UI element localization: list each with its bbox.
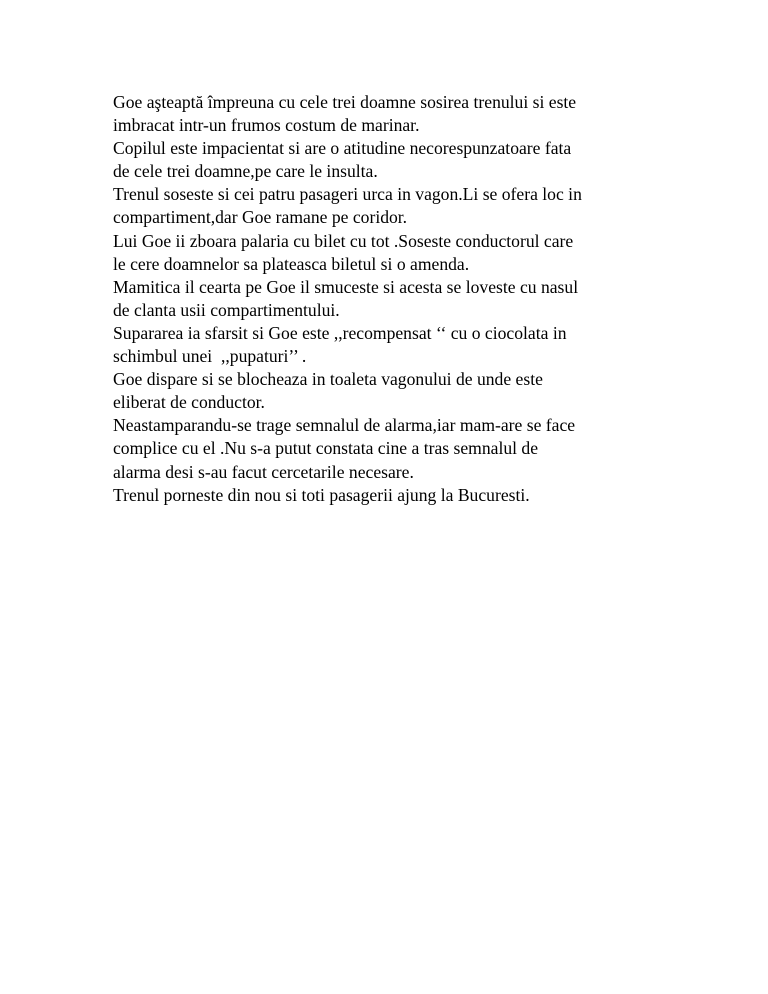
text-line: Supararea ia sfarsit si Goe este ,,recompensat ‘‘ cu o ciocolata in <box>113 322 567 343</box>
text-line: de clanta usii compartimentului. <box>113 299 340 320</box>
text-line: Neastamparandu-se trage semnalul de alarma,iar mam-are se face <box>113 415 576 436</box>
text-line: alarma desi s-au facut cercetarile necesare. <box>113 461 414 482</box>
text-line: Trenul porneste din nou si toti pasagerii ajung la Bucuresti. <box>113 484 530 505</box>
text-line: imbracat intr-un frumos costum de marinar. <box>113 115 420 136</box>
text-line: eliberat de conductor. <box>113 392 265 413</box>
text-line: Mamitica il cearta pe Goe il smuceste si acesta se loveste cu nasul <box>113 276 579 297</box>
text-line: Trenul soseste si cei patru pasageri urca in vagon.Li se ofera loc in <box>113 184 582 205</box>
text-line: Goe aşteaptă împreuna cu cele trei doamne sosirea trenului si este <box>113 92 577 112</box>
document-body <box>113 91 673 507</box>
text-line: schimbul unei ,,pupaturi’’ . <box>113 346 307 367</box>
text-line: compartiment,dar Goe ramane pe coridor. <box>113 207 408 228</box>
text-line: Lui Goe ii zboara palaria cu bilet cu tot .Soseste conductorul care <box>113 230 574 251</box>
text-line: de cele trei doamne,pe care le insulta. <box>113 161 378 182</box>
text-line: Goe dispare si se blocheaza in toaleta vagonului de unde este <box>113 369 543 390</box>
text-line: le cere doamnelor sa plateasca biletul si o amenda. <box>113 253 470 274</box>
text-line: complice cu el .Nu s-a putut constata cine a tras semnalul de <box>113 438 539 459</box>
text-line: Copilul este impacientat si are o atitudine necorespunzatoare fata <box>113 138 572 159</box>
